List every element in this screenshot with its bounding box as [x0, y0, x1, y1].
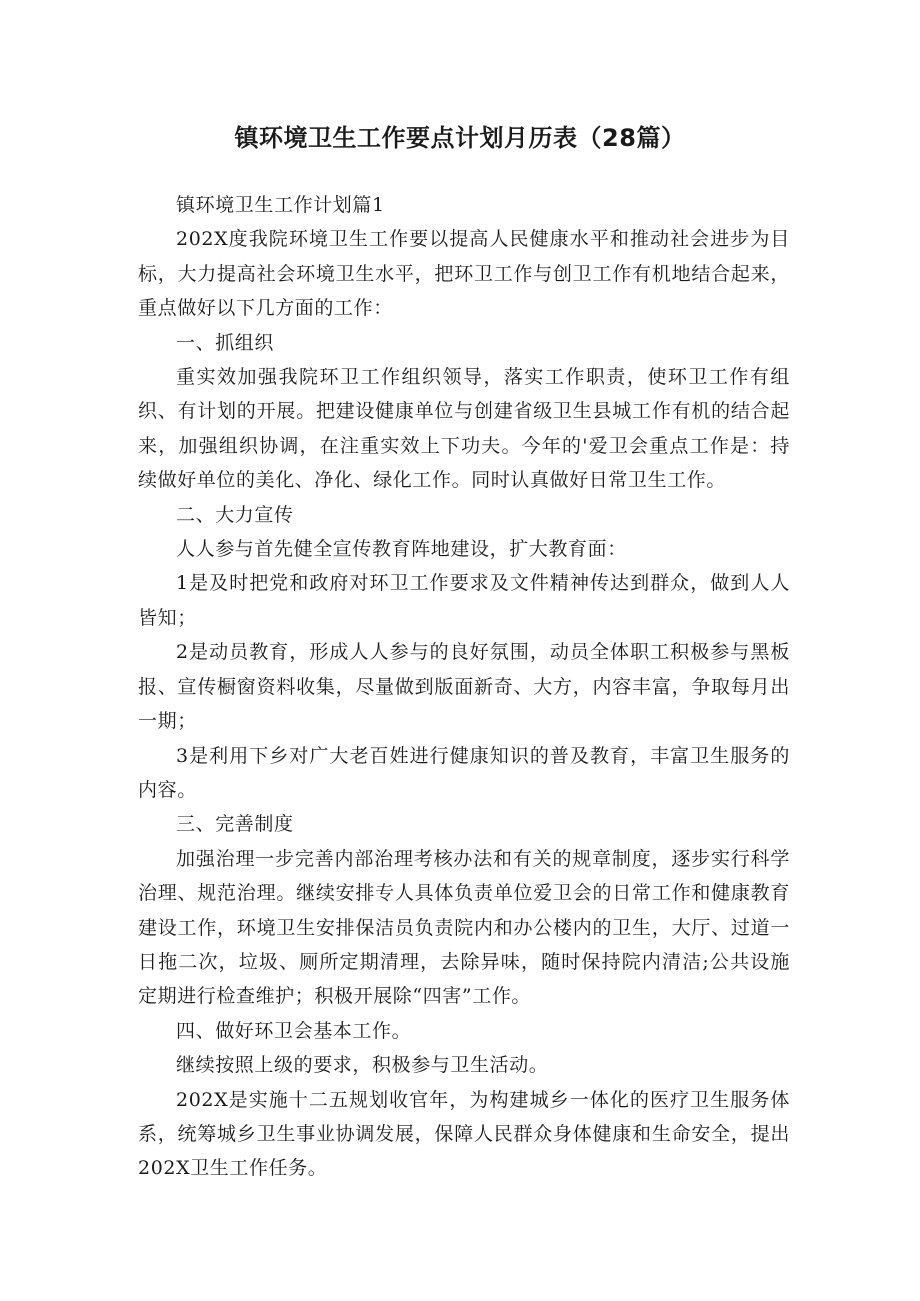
- section-heading: 四、做好环卫会基本工作。: [176, 1019, 412, 1042]
- body-paragraph: 继续按照上级的要求，积极参与卫生活动。: [176, 1054, 549, 1077]
- section-heading: 二、大力宣传: [176, 503, 294, 526]
- document-title: 镇环境卫生工作要点计划月历表（28篇）: [234, 124, 686, 152]
- body-paragraph: 重实效加强我院环卫工作组织领导，落实工作职责，使环卫工作有组织、有计划的开展。把建设健康单位与创建省级卫生县城工作有机的结合起来，加强组织协调，在注重实效上下功夫。今年的'爱卫会重点工作是：持续做好单位的美化、净化、绿化工作。同时认真做好日常卫生工作。: [138, 366, 790, 492]
- body-paragraph: 202X度我院环境卫生工作要以提高人民健康水平和推动社会进步为目标，大力提高社会环境卫生水平，把环卫工作与创卫工作有机地结合起来，重点做好以下几方面的工作：: [138, 228, 790, 320]
- section-heading: 三、完善制度: [176, 813, 294, 836]
- list-item: 2是动员教育，形成人人参与的良好氛围，动员全体职工积极参与黑板报、宣传橱窗资料收集，尽量做到版面新奇、大方，内容丰富，争取每月出一期；: [138, 641, 790, 733]
- document-body: [138, 188, 790, 1186]
- body-paragraph: 人人参与首先健全宣传教育阵地建设，扩大教育面：: [176, 538, 627, 561]
- list-item: 1是及时把党和政府对环卫工作要求及文件精神传达到群众，做到人人皆知；: [138, 572, 790, 629]
- body-paragraph: 202X是实施十二五规划收官年，为构建城乡一体化的医疗卫生服务体系，统筹城乡卫生事业协调发展，保障人民群众身体健康和生命安全，提出202X卫生工作任务。: [138, 1088, 790, 1180]
- section-heading: 镇环境卫生工作计划篇1: [176, 194, 385, 216]
- section-heading: 一、抓组织: [176, 331, 275, 354]
- body-paragraph: 加强治理一步完善内部治理考核办法和有关的规章制度，逐步实行科学治理、规范治理。继续安排专人具体负责单位爱卫会的日常工作和健康教育建设工作，环境卫生安排保洁员负责院内和办公楼内的卫生，大厅、过道一日拖二次，垃圾、厕所定期清理，去除异味，随时保持院内清洁;公共设施定期进行检查维护；积极开展除“四害”工作。: [138, 847, 790, 1008]
- list-item: 3是利用下乡对广大老百姓进行健康知识的普及教育，丰富卫生服务的内容。: [138, 744, 790, 801]
